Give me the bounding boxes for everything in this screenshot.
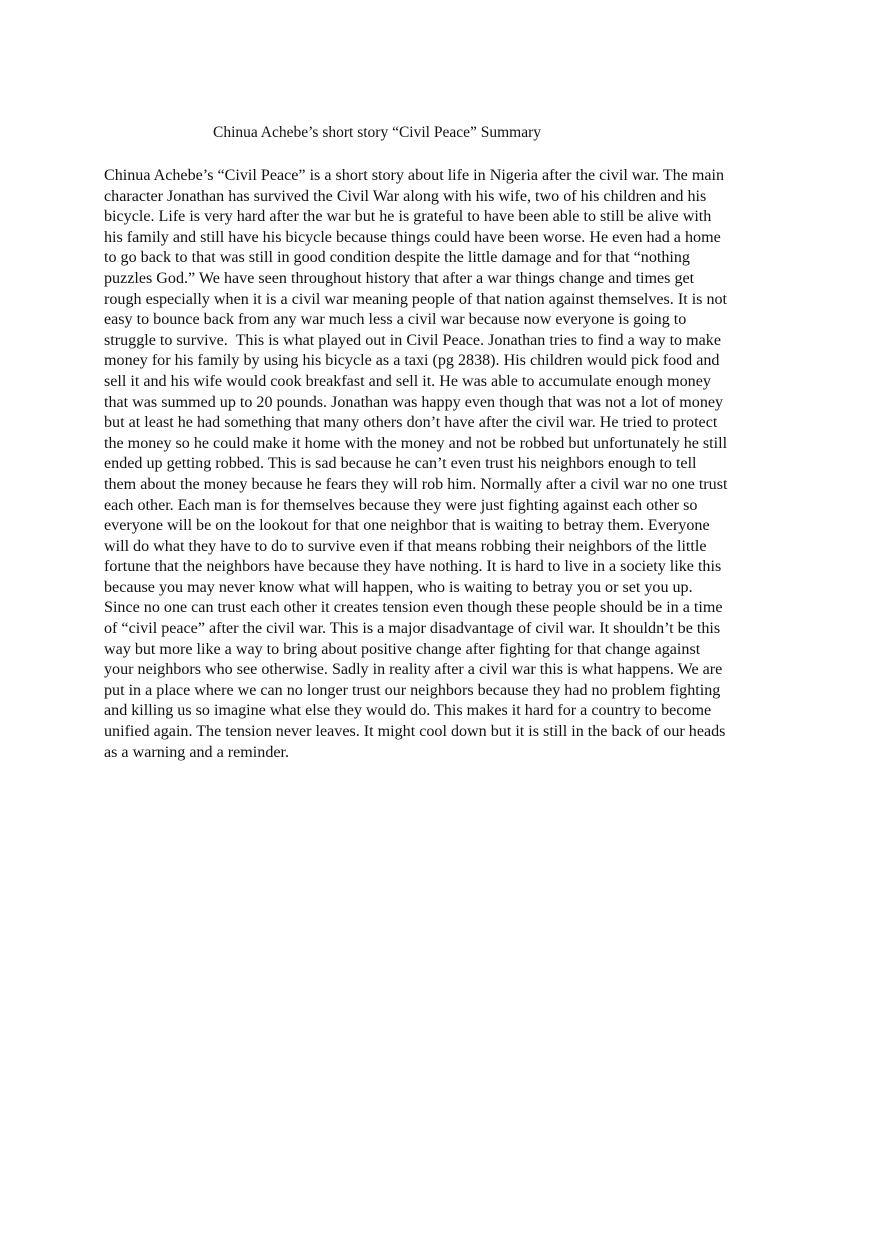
body-line: money for his family by using his bicycle as a taxi (pg 2838). His children would pick food and: [104, 352, 720, 370]
body-line: ended up getting robbed. This is sad because he can’t even trust his neighbors enough to tell: [104, 455, 697, 473]
body-line: of “civil peace” after the civil war. This is a major disadvantage of civil war. It shouldn’t be this: [104, 620, 721, 638]
body-line: Chinua Achebe’s “Civil Peace” is a short story about life in Nigeria after the civil war. The main: [104, 167, 725, 184]
body-line: put in a place where we can no longer trust our neighbors because they had no problem fighting: [104, 681, 721, 699]
body-line: fortune that the neighbors have because they have nothing. It is hard to live in a society like this: [104, 558, 722, 576]
document-title: Chinua Achebe’s short story “Civil Peace” Summary: [213, 124, 542, 141]
body-line: that was summed up to 20 pounds. Jonathan was happy even though that was not a lot of money: [104, 393, 724, 411]
body-line: rough especially when it is a civil war meaning people of that nation against themselves. It is not: [104, 290, 728, 308]
body-line: his family and still have his bicycle because things could have been worse. He even had a home: [104, 228, 721, 246]
body-line: way but more like a way to bring about positive change after fighting for that change against: [104, 640, 701, 658]
document-body: [104, 166, 727, 763]
body-line: Since no one can trust each other it creates tension even though these people should be in a time: [104, 599, 723, 617]
body-line: struggle to survive. This is what played out in Civil Peace. Jonathan tries to find a way to make: [104, 331, 721, 349]
body-line: and killing us so imagine what else they would do. This makes it hard for a country to become: [104, 702, 712, 720]
body-line: easy to bounce back from any war much less a civil war because now everyone is going to: [104, 311, 687, 329]
body-line: as a warning and a reminder.: [104, 743, 290, 761]
body-line: will do what they have to do to survive even if that means robbing their neighbors of the little: [104, 537, 707, 555]
body-line: them about the money because he fears they will rob him. Normally after a civil war no one trust: [104, 475, 728, 493]
body-line: character Jonathan has survived the Civil War along with his wife, two of his children and his: [104, 187, 707, 205]
body-line: your neighbors who see otherwise. Sadly in reality after a civil war this is what happens. We are: [104, 661, 723, 679]
body-line: to go back to that was still in good condition despite the little damage and for that “nothing: [104, 249, 690, 267]
body-line: but at least he had something that many others don’t have after the civil war. He tried to protect: [104, 414, 718, 432]
body-line: everyone will be on the lookout for that one neighbor that is waiting to betray them. Everyone: [104, 517, 710, 535]
body-line: puzzles God.” We have seen throughout history that after a war things change and times get: [104, 269, 695, 287]
body-line: sell it and his wife would cook breakfast and sell it. He was able to accumulate enough money: [104, 372, 711, 390]
body-line: the money so he could make it home with the money and not be robbed but unfortunately he still: [104, 434, 728, 452]
body-line: unified again. The tension never leaves. It might cool down but it is still in the back of our heads: [104, 723, 726, 741]
body-line: each other. Each man is for themselves because they were just fighting against each other so: [104, 496, 698, 514]
body-line: because you may never know what will happen, who is waiting to betray you or set you up.: [104, 578, 693, 596]
body-line: bicycle. Life is very hard after the war but he is grateful to have been able to still be alive with: [104, 208, 712, 226]
